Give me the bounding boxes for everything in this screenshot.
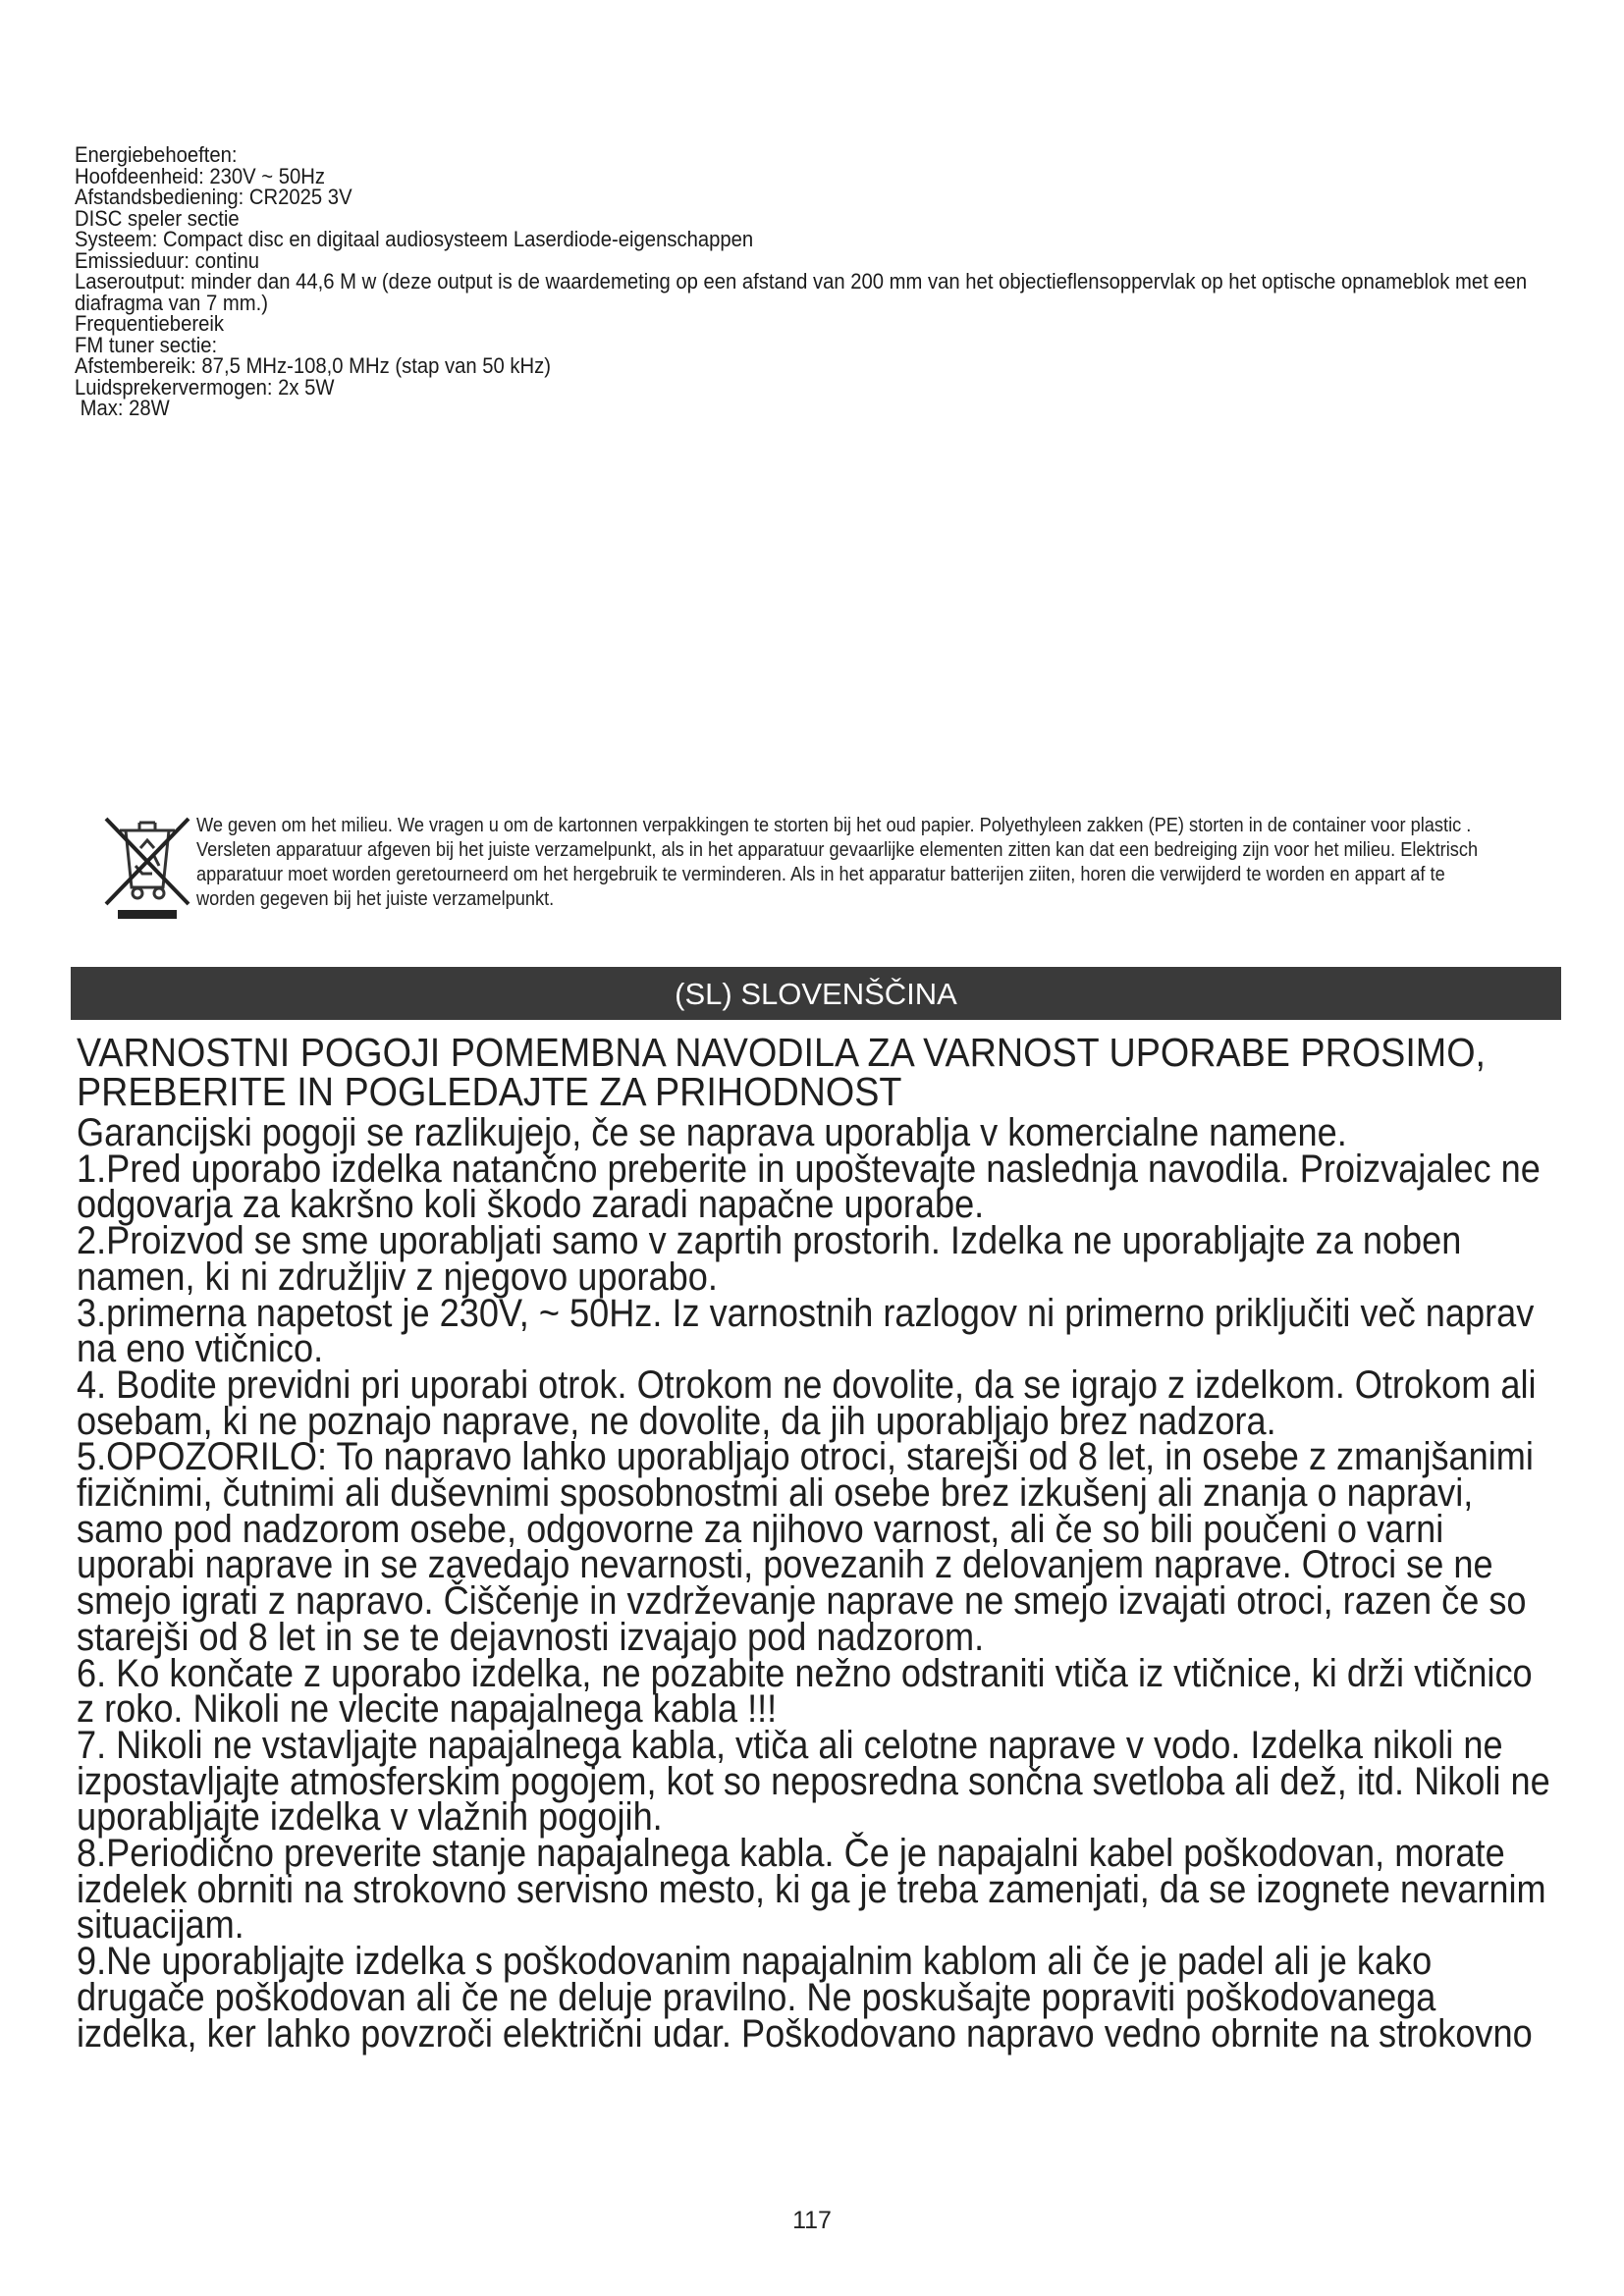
spec-line: Afstandsbediening: CR2025 3V <box>75 185 352 209</box>
spec-line: Max: 28W <box>75 396 170 420</box>
specifications-block <box>75 142 1528 420</box>
paragraph: Garancijski pogoji se razlikujejo, če se naprava uporablja v komercialne namene. <box>77 1111 1347 1154</box>
spec-line: Systeem: Compact disc en digitaal audiosysteem Laserdiode-eigenschappen <box>75 227 754 251</box>
spec-line: Laseroutput: minder dan 44,6 M w (deze output is de waardemeting op een afstand van 200 mm van het objectieflensoppervlak op het optische opnameblok met een diafragma van 7 mm.) <box>75 269 1528 315</box>
paragraph: 4. Bodite previdni pri uporabi otrok. Otrokom ne dovolite, da se igrajo z izdelkom. Otrokom ali osebam, ki ne poznajo naprave, ne dovolite, da jih uporabljajo brez nadzora. <box>77 1362 1537 1443</box>
language-section-bar: (SL) SLOVENŠČINA <box>71 967 1561 1020</box>
spec-line: Afstembereik: 87,5 MHz-108,0 MHz (stap van 50 kHz) <box>75 353 552 378</box>
paragraph: 5.OPOZORILO: To napravo lahko uporabljajo otroci, starejši od 8 let, in osebe z zmanjšanimi fizičnimi, čutnimi ali duševnimi sposobnostmi ali osebe brez izkušenj ali znanja o napravi, samo pod nadzorom osebe, odgovorne za njihovo varnost, ali če so bili poučeni o varni uporabi naprave in se zavedajo nevarnosti, povezanih z delovanjem naprave. Otroci se ne smejo igrati z napravo. Čiščenje in vzdrževanje naprave ne smejo izvajati otroci, razen če so starejši od 8 let in se te dejavnosti izvajajo pod nadzorom. <box>77 1435 1534 1659</box>
paragraph: 9.Ne uporabljajte izdelka s poškodovanim napajalnim kablom ali če je padel ali je kako drugače poškodovan ali če ne deluje pravilno. Ne poskušajte popraviti poškodovanega izdelka, ker lahko povzroči električni udar. Poškodovano napravo vedno obrnite na strokovno <box>77 1940 1533 2056</box>
spec-line: FM tuner sectie: <box>75 332 218 357</box>
environment-notice: We geven om het milieu. We vragen u om de kartonnen verpakkingen te storten bij het oud papier. Polyethyleen zakken (PE) storten in de container voor plastic . Versleten apparatuur afgeven bij het juiste verzamelpunkt, als in het apparatuur gevaarlijke elementen zitten kan dat een bedreiging zijn voor het milieu. Elektrisch apparatuur moet worden geretourneerd om het hergebruik te verminderen. Als in het apparatur batterijen ziiten, horen die verwijderd te worden en appart af te worden gegeven bij het juiste verzamelpunkt. <box>196 815 1479 910</box>
spec-line: Frequentiebereik <box>75 311 224 336</box>
spec-line: Luidsprekervermogen: 2x 5W <box>75 374 335 400</box>
spec-line: DISC speler sectie <box>75 205 240 231</box>
safety-heading: VARNOSTNI POGOJI POMEMBNA NAVODILA ZA VARNOST UPORABE PROSIMO, PREBERITE IN POGLEDAJTE ZA PRIHODNOST <box>77 1030 1487 1114</box>
spec-line: Energiebehoeften: <box>75 142 238 167</box>
paragraph: 6. Ko končate z uporabo izdelka, ne pozabite nežno odstraniti vtiča iz vtičnice, ki drži vtičnico z roko. Nikoli ne vlecite napajalnega kabla !!! <box>77 1651 1533 1732</box>
paragraph: 1.Pred uporabo izdelka natančno preberite in upoštevajte naslednja navodila. Proizvajalec ne odgovarja za kakršno koli škodo zaradi napačne uporabe. <box>77 1147 1541 1227</box>
spec-line: Hoofdeenheid: 230V ~ 50Hz <box>75 163 326 188</box>
crossed-out-wheelie-bin-icon <box>98 811 196 924</box>
spec-line: Emissieduur: continu <box>75 247 259 273</box>
paragraph: 3.primerna napetost je 230V, ~ 50Hz. Iz varnostnih razlogov ni primerno priključiti več naprav na eno vtičnico. <box>77 1291 1535 1371</box>
safety-instructions <box>77 1111 1559 2056</box>
paragraph: 7. Nikoli ne vstavljajte napajalnega kabla, vtiča ali celotne naprave v vodo. Izdelka nikoli ne izpostavljajte atmosferskim pogojem, kot so neposredna sončna svetloba ali dež, itd. Nikoli ne uporabljajte izdelka v vlažnih pogojih. <box>77 1723 1550 1840</box>
page-number: 117 <box>792 2207 832 2234</box>
paragraph: 2.Proizvod se sme uporabljati samo v zaprtih prostorih. Izdelka ne uporabljajte za noben namen, ki ni združljiv z njegovo uporabo. <box>77 1219 1462 1299</box>
paragraph: 8.Periodično preverite stanje napajalnega kabla. Če je napajalni kabel poškodovan, morate izdelek obrniti na strokovno servisno mesto, ki ga je treba zamenjati, da se izognete nevarnim situacijam. <box>77 1832 1546 1948</box>
